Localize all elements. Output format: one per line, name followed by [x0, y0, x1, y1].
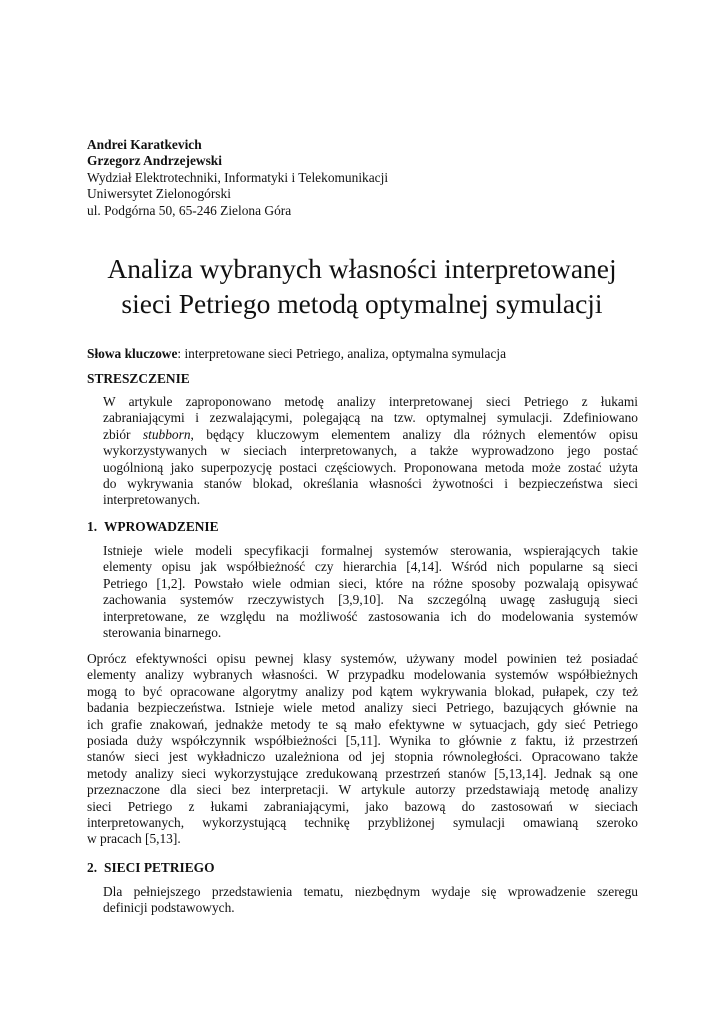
text-line: sieci Petriego z łukami zabraniającymi, jako bazową do zastosowań w sieciach [87, 798, 638, 814]
text-line: W artykule zaproponowano metodę analizy interpretowanej sieci Petriego z łukami [103, 394, 638, 409]
affiliation-line: ul. Podgórna 50, 65-246 Zielona Góra [87, 202, 292, 218]
text-line: elementy analizy wybranych własności. W przypadku modelowania systemów współbieżnych [87, 667, 638, 683]
body-paragraph [87, 543, 638, 641]
text-line: Istnieje wiele modeli specyfikacji formalnej systemów sterowania, wspierających takie [103, 543, 638, 558]
title-line: Analiza wybranych własności interpretowanej [107, 253, 617, 284]
text-line: elementy opisu jak współbieżność czy hierarchia [4,14]. Wśród nich popularne są sieci [103, 559, 638, 575]
section-title: WPROWADZENIE [104, 519, 219, 534]
text-line: wykorzystywanych w sieciach interpretowanych, a także wyprowadzono jego postać [103, 443, 638, 459]
text-run: zbiór [103, 426, 143, 442]
section-title: SIECI PETRIEGO [104, 860, 215, 875]
text-line: badania bezpieczeństwa. Istnieje wiele metod analizy sieci Petriego, bazujących głównie na [87, 700, 638, 716]
section-number: 2. [87, 860, 98, 875]
text-line: do wykrywania stanów blokad, określania własności żywotności i bezpieczeństwa sieci [103, 476, 638, 492]
text-line: sterowania binarnego. [103, 625, 222, 641]
affiliation-line: Uniwersytet Zielonogórski [87, 186, 231, 202]
text-line: interpretowanych. [103, 492, 201, 508]
text-line [87, 427, 638, 443]
text-line: metody analizy sieci wykorzystujące zredukowaną przestrzeń stanów [5,13,14]. Jednak są one [87, 765, 638, 781]
text-line: stanów sieci jest wykładniczo uzależniona od jej stopnia równoległości. Opracowano także [87, 749, 638, 765]
author-name: Grzegorz Andrzejewski [87, 153, 222, 169]
affiliation-line: Wydział Elektrotechniki, Informatyki i Telekomunikacji [87, 169, 389, 185]
keywords-text: : interpretowane sieci Petriego, analiza, optymalna symulacja [177, 346, 507, 361]
paper-title [70, 251, 654, 321]
text-line: Oprócz efektywności opisu pewnej klasy systemów, używany model powinien też posiadać [87, 651, 638, 666]
author-name: Andrei Karatkevich [87, 137, 202, 152]
text-line: Petriego [1,2]. Powstało wiele odmian sieci, które na różne sposoby pozwalają opisywać [103, 575, 638, 591]
text-line: uogólnioną jako superpozycję postaci częściowych. Proponowana metoda może zostać użyta [103, 459, 638, 475]
abstract-paragraph [87, 394, 638, 509]
section-heading [87, 519, 219, 535]
text-line: mogą to być opracowane algorytmy analizy pod kątem wykrywania blokad, pułapek, czy też [87, 683, 638, 699]
italic-term: stubborn [142, 426, 191, 442]
section-heading [87, 860, 215, 876]
section-number: 1. [87, 519, 98, 534]
text-run: , będący kluczowym elementem analizy dla różnych elementów opisu [190, 426, 638, 442]
author-block [87, 137, 647, 219]
keywords-line [87, 346, 637, 362]
body-paragraph [87, 884, 638, 917]
text-line: interpretowanych, wykorzystującą technikę przybliżonej symulacji omawianą szeroko [87, 815, 638, 831]
body-paragraph [87, 651, 638, 848]
text-line: Dla pełniejszego przedstawienia tematu, niezbędnym wydaje się wprowadzenie szeregu [103, 884, 638, 899]
abstract-heading: STRESZCZENIE [87, 371, 190, 386]
text-line: zachowania systemów rzeczywistych [3,9,10]. Na szczególną uwagę zasługują sieci [103, 592, 638, 608]
text-line: definicji podstawowych. [103, 900, 235, 916]
text-line: posiada duży współczynnik współbieżności [5,11]. Wynika to głównie z faktu, iż przestrzeń [87, 733, 638, 749]
text-line: w pracach [5,13]. [87, 831, 181, 847]
text-line: zabraniającymi i zezwalającymi, polegającą na tzw. optymalnej symulacji. Zdefiniowano [103, 410, 638, 426]
title-line: sieci Petriego metodą optymalnej symulacji [121, 288, 603, 319]
text-line: przeznaczone dla sieci bez interpretacji. W artykule autorzy przedstawiają metodę analizy [87, 782, 638, 798]
keywords-label: Słowa kluczowe [87, 346, 178, 361]
text-line: ich grafie znakowań, jednakże metody te są mało efektywne w sytuacjach, gdy sieć Petriego [87, 716, 638, 732]
text-line: interpretowane, ze względu na możliwość zastosowania ich do modelowania systemów [103, 608, 638, 624]
